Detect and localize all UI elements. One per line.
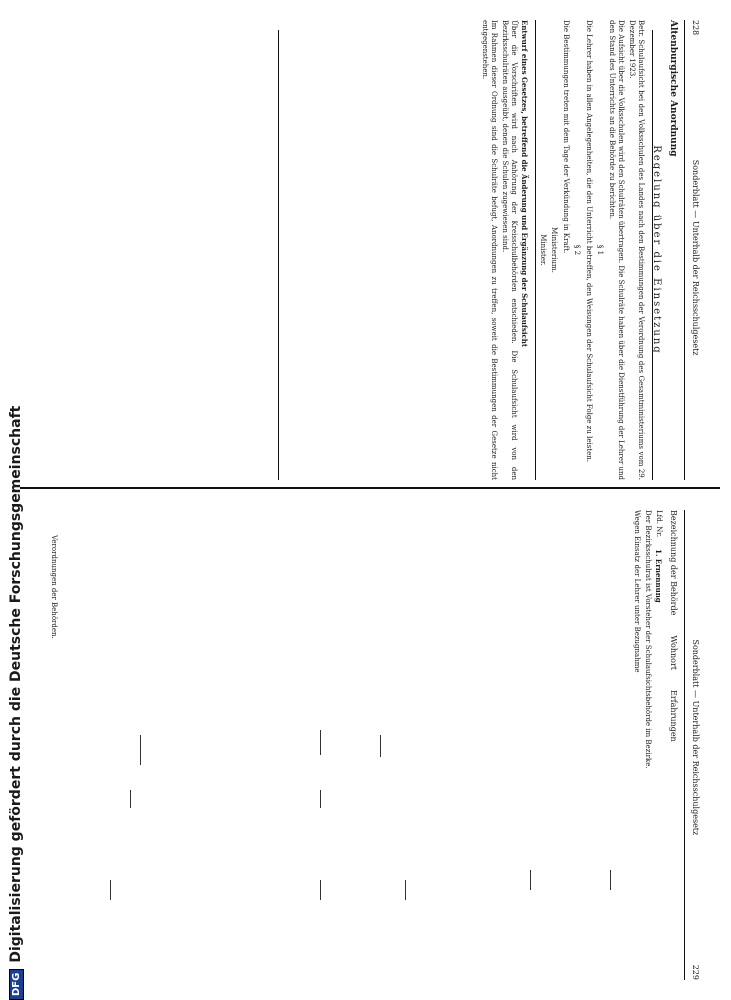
- scan-mark: [130, 790, 131, 808]
- page-divider: [20, 487, 720, 489]
- entry-title: 1. Ernennung: [654, 549, 663, 603]
- top-mid-rule: [535, 20, 536, 480]
- bottom-page-header-title: Sonderblatt — Unterhalb der Reichsschulgesetz: [691, 639, 700, 836]
- table-header: [669, 510, 678, 980]
- top-page: [20, 20, 700, 480]
- table-col-1: Bezeichnung der Behörde: [669, 510, 678, 616]
- top-paragraph-2: Die Aufsicht über die Volksschulen wird den Schulräten übertragen. Die Schulräte haben über die Dienstführung der Lehrer und den Stand des Unterrichts an die Behörde zu berichten.: [608, 20, 625, 480]
- entry-text: Der Bezirksschulrat ist Vorsteher der Schulaufsichtsbehörde im Bezirke.: [644, 510, 652, 769]
- row-label: Lfd. Nr.: [655, 510, 663, 538]
- scan-mark: [110, 880, 111, 900]
- top-paragraph-3: Die Lehrer haben in allen Angelegenheiten, die den Unterricht betreffen, den Weisungen der Schulaufsicht Folge zu leisten.: [585, 20, 593, 462]
- bottom-header-rule: [684, 510, 685, 980]
- table-row: [654, 510, 663, 980]
- top-signature: Ministerium.: [550, 227, 558, 273]
- scan-mark: [380, 735, 381, 757]
- top-page-header-title: Sonderblatt — Unterhalb der Reichsschulgesetz: [691, 159, 700, 356]
- scan-mark: [320, 880, 321, 900]
- top-paragraph-4: Die Bestimmungen treten mit dem Tage der Verkündung in Kraft.: [562, 20, 570, 254]
- scan-mark: [530, 870, 531, 890]
- bottom-page-number: 229: [691, 964, 700, 980]
- top-side-title: Altenburgische Anordnung: [668, 20, 678, 157]
- top-decree-line: Entwurf eines Gesetzes, betreffend die Änderung und Ergänzung der Schulaufsicht: [520, 20, 529, 348]
- scan-mark: [610, 870, 611, 890]
- bottom-page-header: [691, 510, 700, 980]
- footer-text: Digitalisierung gefördert durch die Deutsche Forschungsgemeinschaft: [8, 405, 24, 963]
- dfg-logo: DFG: [9, 969, 24, 1000]
- entry-note: Wegen Einsatz der Lehrer unter Bezugnahme: [633, 510, 641, 673]
- top-section-2: § 2: [573, 244, 581, 256]
- scan-mark: [140, 735, 141, 765]
- top-page-header: [691, 20, 700, 480]
- table-col-3: Erfahrungen: [669, 690, 678, 742]
- scan-mark: [320, 790, 321, 808]
- top-title: Regelung über die Einsetzung: [651, 145, 662, 355]
- bottom-side-label: Verordnungen der Behörden.: [50, 535, 58, 639]
- top-page-number: 228: [691, 20, 700, 36]
- table-col-2: Wohnort: [669, 635, 678, 671]
- top-paragraph-1: Betr. Schulaufsicht bei den Volksschulen des Landes nach den Bestimmungen der Verordnung des Gesamtministeriums vom 29. Dezember 1923.: [628, 20, 645, 480]
- top-paragraph-6: Im Rahmen dieser Ordnung sind die Schulräte befugt, Anordnungen zu treffen, soweit die Bestimmungen der Gesetze nicht entgegenstehen.: [481, 20, 498, 480]
- scan-mark: [320, 730, 321, 755]
- digitization-footer: [8, 0, 24, 1000]
- top-side-label: Minister.: [539, 234, 547, 266]
- scan-mark: [405, 880, 406, 900]
- top-header-rule: [684, 20, 685, 480]
- top-paragraph-5: Über die Vorschriften wird nach Anhörung der Kreisschulbehörden entschieden. Die Schulaufsicht wird von den Bezirksschulräten ausgeübt, denen die Schulen zugewiesen sind.: [501, 20, 518, 480]
- bottom-page: [20, 510, 700, 980]
- top-section-1: § 1: [596, 244, 604, 256]
